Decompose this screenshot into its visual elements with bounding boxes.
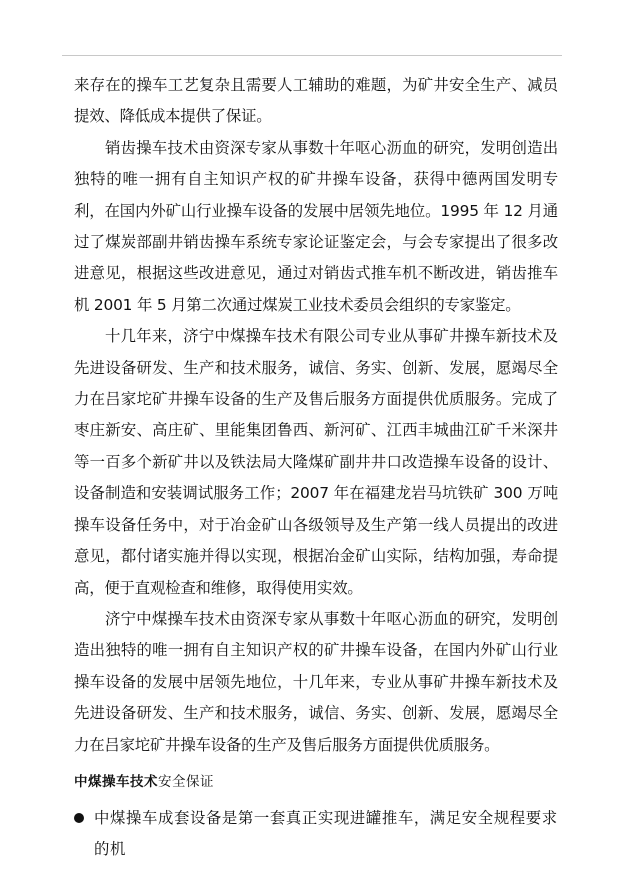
section-heading-suffix: 安全保证 <box>158 773 214 790</box>
header-rule <box>62 55 562 56</box>
paragraph-company-history: 十几年来，济宁中煤操车技术有限公司专业从事矿井操车新技术及先进设备研发、生产和技术服务，诚信、务实、创新、发展，愿竭尽全力在吕家坨矿井操车设备的生产及售后服务方面提供优质服务。完成了枣庄新安、高庄矿、里能集团鲁西、新河矿、江西丰城曲江矿千米深井等一百多个新矿井以及铁法局大隆煤矿副井井口改造操车设备的设计、设备制造和安装调试服务工作；2007 年在福建龙岩马坑铁矿 300 万吨操车设备任务中，对于冶金矿山各级领导及生产第一线人员提出的改进意见，都付诸实施并得以实现，根据冶金矿山实际，结构加强，寿命提高，便于直观检查和维修，取得使用实效。 <box>74 327 558 597</box>
bullet-text: 中煤操车成套设备是第一套真正实现进罐推车，满足安全规程要求的机 <box>94 808 558 859</box>
paragraph-pin-tooth-technology: 销齿操车技术由资深专家从事数十年呕心沥血的研究，发明创造出独特的唯一拥有自主知识产权的矿井操车设备，获得中德两国发明专利，在国内外矿山行业操车设备的发展中居领先地位。1995 年 12 月通过了煤炭部副井销齿操车系统专家论证鉴定会，与会专家提出了很多改进意见，根据这些改进意见，通过对销齿式推车机不断改进，销齿推车机 2001 年 5 月第二次通过煤炭工业技术委员会组织的专家鉴定。 <box>74 138 558 314</box>
document-body <box>74 70 558 866</box>
bullet-item <box>74 803 558 866</box>
bullet-dot-icon <box>74 813 84 823</box>
section-heading-main: 中煤操车技术 <box>74 773 158 790</box>
section-heading <box>74 769 558 795</box>
paragraph-continuation: 来存在的操车工艺复杂且需要人工辅助的难题，为矿井安全生产、减员提效、降低成本提供了保证。 <box>74 76 558 126</box>
paragraph-company-summary: 济宁中煤操车技术由资深专家从事数十年呕心沥血的研究，发明创造出独特的唯一拥有自主知识产权的矿井操车设备，在国内外矿山行业操车设备的发展中居领先地位，十几年来，专业从事矿井操车新技术及先进设备研发、生产和技术服务，诚信、务实、创新、发展，愿竭尽全力在吕家坨矿井操车设备的生产及售后服务方面提供优质服务。 <box>74 609 558 754</box>
